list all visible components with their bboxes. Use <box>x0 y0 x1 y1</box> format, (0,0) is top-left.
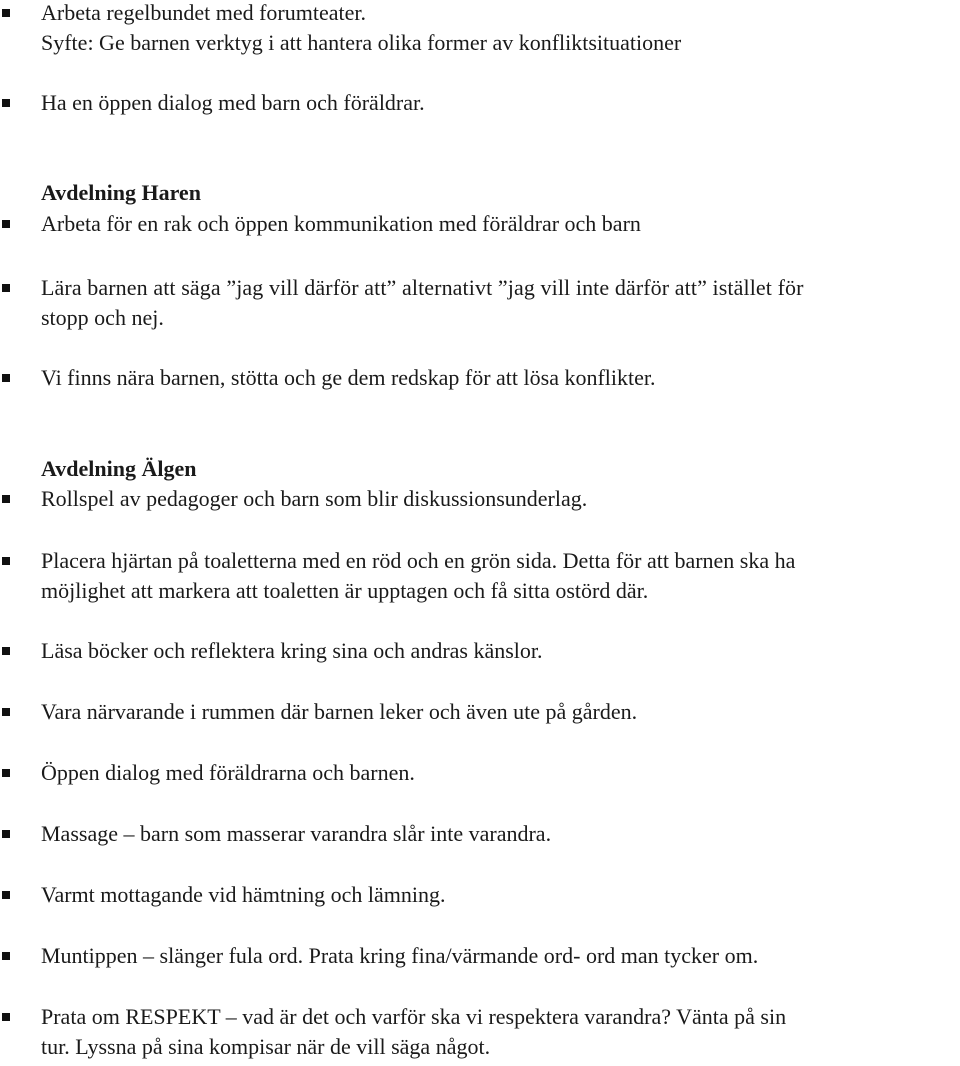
bullet-icon <box>2 952 10 960</box>
list-item-text: Arbeta för en rak och öppen kommunikation med föräldrar och barn <box>41 211 641 236</box>
list-item-text: Placera hjärtan på toaletterna med en röd och en grön sida. Detta för att barnen ska ha <box>41 548 796 573</box>
list-item-text: tur. Lyssna på sina kompisar när de vill säga något. <box>41 1034 491 1059</box>
section-heading: Avdelning Älgen <box>41 456 197 481</box>
bullet-icon <box>2 9 10 17</box>
list-item-text: Vi finns nära barnen, stötta och ge dem redskap för att lösa konflikter. <box>41 365 656 390</box>
list-item-text: Ha en öppen dialog med barn och föräldrar. <box>41 90 425 115</box>
list-item-text: Massage – barn som masserar varandra slår inte varandra. <box>41 821 552 846</box>
bullet-icon <box>2 284 10 292</box>
list-item-text: Vara närvarande i rummen där barnen leker och även ute på gården. <box>41 699 638 724</box>
list-item-text: Rollspel av pedagoger och barn som blir diskussionsunderlag. <box>41 486 588 511</box>
bullet-icon <box>2 99 10 107</box>
list-item-text: Arbeta regelbundet med forumteater. <box>41 0 366 25</box>
list-item-text: Varmt mottagande vid hämtning och lämning. <box>41 882 446 907</box>
bullet-icon <box>2 1013 10 1021</box>
bullet-icon <box>2 830 10 838</box>
bullet-icon <box>2 769 10 777</box>
list-item-text: Muntippen – slänger fula ord. Prata kring fina/värmande ord- ord man tycker om. <box>41 943 759 968</box>
list-item-text: Prata om RESPEKT – vad är det och varför ska vi respektera varandra? Vänta på sin <box>41 1004 787 1029</box>
list-item-text: Öppen dialog med föräldrarna och barnen. <box>41 760 415 785</box>
list-item-text: Syfte: Ge barnen verktyg i att hantera olika former av konfliktsituationer <box>41 30 682 55</box>
list-item-text: Lära barnen att säga ”jag vill därför att” alternativt ”jag vill inte därför att” istället för <box>41 275 804 300</box>
list-item-text: möjlighet att markera att toaletten är upptagen och få sitta ostörd där. <box>41 578 649 603</box>
bullet-icon <box>2 891 10 899</box>
bullet-icon <box>2 220 10 228</box>
section-heading: Avdelning Haren <box>41 180 201 205</box>
bullet-icon <box>2 647 10 655</box>
bullet-icon <box>2 557 10 565</box>
list-item-text: Läsa böcker och reflektera kring sina och andras känslor. <box>41 638 543 663</box>
bullet-icon <box>2 708 10 716</box>
list-item-text: stopp och nej. <box>41 305 164 330</box>
bullet-icon <box>2 374 10 382</box>
bullet-icon <box>2 495 10 503</box>
